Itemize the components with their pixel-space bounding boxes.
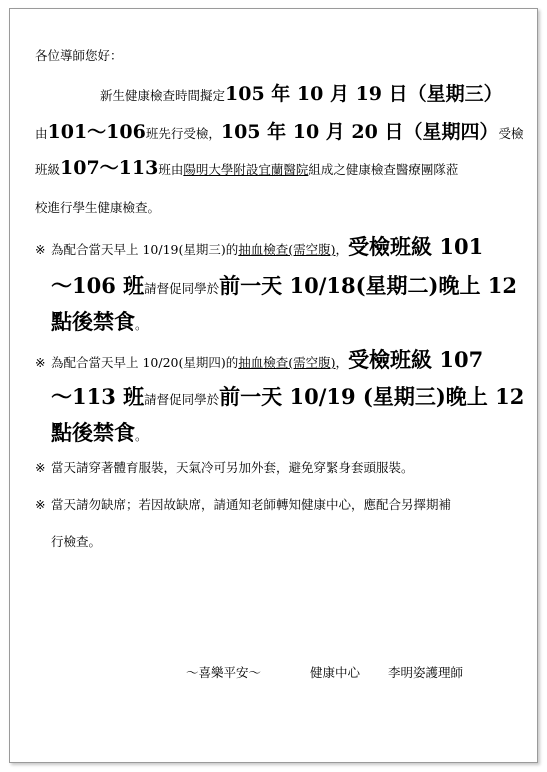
note4-line-2: 行檢查。 [51, 534, 102, 549]
note-text: 請督促同學於 [144, 281, 220, 296]
document-page [9, 8, 538, 763]
classes-day2: 107～113 [60, 157, 159, 179]
note1-line-1 [35, 236, 483, 257]
blood-test-label: 抽血檢查(需空腹) [238, 242, 336, 257]
classes-day1: 101～106 [47, 121, 146, 143]
greeting: 各位導師您好： [35, 48, 123, 63]
note4-line-1 [35, 499, 451, 512]
schedule-text: 班先行受檢， [145, 126, 221, 141]
fasting-emphasis: 點後禁食 [51, 309, 135, 334]
schedule-line-2 [35, 123, 524, 142]
blessing: ～喜樂平安～ [186, 665, 262, 680]
hospital-name: 陽明大學附設宜蘭醫院 [183, 162, 309, 177]
schedule-text: 由 [35, 126, 48, 141]
schedule-text: 受檢 [498, 126, 524, 141]
note2-line-1 [35, 349, 483, 370]
note-text: ， [335, 355, 349, 370]
note-text: 。 [135, 317, 148, 332]
nurse-name: 李明姿護理師 [388, 665, 464, 680]
schedule-text: 班級 [35, 162, 61, 177]
signature [186, 667, 261, 680]
schedule-text: 組成之健康檢查醫療團隊蒞 [308, 162, 459, 177]
exam-classes-emphasis: ～113 班 [51, 384, 145, 409]
health-center: 健康中心 [310, 665, 361, 680]
exam-classes-emphasis: 受檢班級 107 [348, 347, 484, 372]
note3-line [35, 462, 414, 475]
note-text: 為配合當天早上 10/20(星期四)的 [51, 355, 239, 370]
note1-line-2 [51, 275, 517, 296]
note1-line-3 [51, 311, 148, 332]
note-text: 請督促同學於 [144, 392, 220, 407]
exam-date-day1: 105 年 10 月 19 日（星期三） [225, 83, 503, 105]
exam-classes-emphasis: ～106 班 [51, 273, 145, 298]
exam-date-day2: 105 年 10 月 20 日（星期四） [220, 121, 499, 143]
schedule-text: 新生健康檢查時間擬定 [100, 88, 226, 103]
note-text: 為配合當天早上 10/19(星期三)的 [51, 242, 239, 257]
schedule-line-4: 校進行學生健康檢查。 [35, 200, 161, 215]
reference-mark-icon: ※ [35, 497, 46, 512]
schedule-text: 班由 [158, 162, 184, 177]
signature-dept [310, 667, 360, 680]
schedule-line-1 [100, 85, 503, 104]
note-text: 。 [135, 428, 148, 443]
schedule-line-3 [35, 159, 458, 178]
blood-test-label: 抽血檢查(需空腹) [238, 355, 336, 370]
fasting-time-emphasis: 前一天 10/18(星期二)晚上 12 [219, 273, 518, 298]
exam-classes-emphasis: 受檢班級 101 [348, 234, 484, 259]
signature-nurse [388, 667, 463, 680]
fasting-time-emphasis: 前一天 10/19 (星期三)晚上 12 [219, 384, 525, 409]
note-text: 當天請勿缺席；若因故缺席，請通知老師轉知健康中心，應配合另擇期補 [51, 497, 452, 512]
note2-line-3 [51, 422, 148, 443]
note-text: ， [335, 242, 349, 257]
fasting-emphasis: 點後禁食 [51, 420, 135, 445]
reference-mark-icon: ※ [35, 355, 46, 370]
reference-mark-icon: ※ [35, 460, 46, 475]
reference-mark-icon: ※ [35, 242, 46, 257]
note-text: 當天請穿著體育服裝，天氣冷可另加外套，避免穿緊身套頭服裝。 [51, 460, 414, 475]
note2-line-2 [51, 386, 524, 407]
